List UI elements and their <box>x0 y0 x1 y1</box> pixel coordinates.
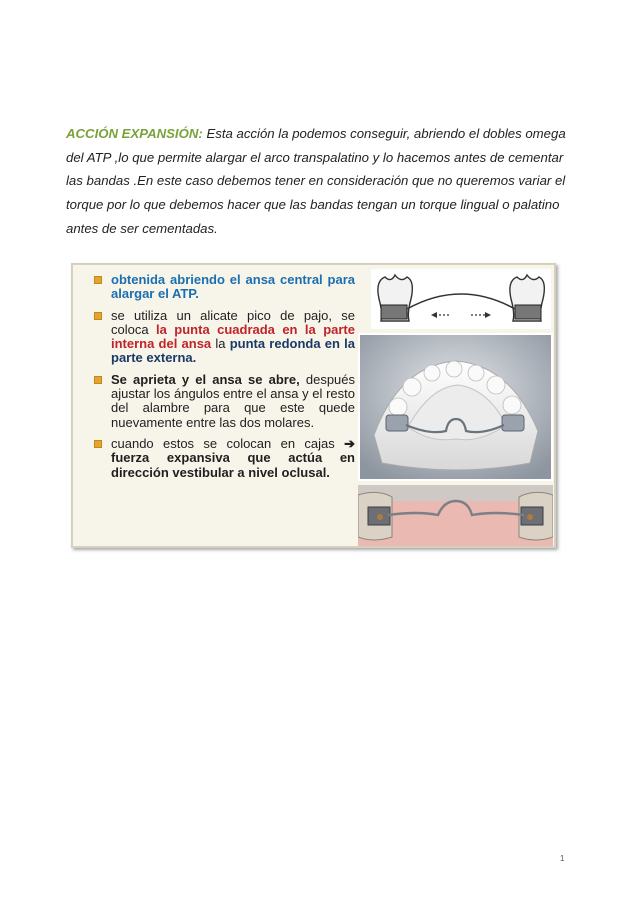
bullet-text: después ajustar los ángulos entre el ansa y el resto del alambre para que este quede nuevamente entre las dos molares. <box>111 371 356 430</box>
molar-diagram-image <box>371 269 551 329</box>
bullet-item <box>93 309 355 366</box>
bullet-text: la <box>211 336 230 352</box>
bullet-text: en la parte externa. <box>111 336 355 366</box>
page-number: 1 <box>560 854 565 863</box>
bullet-item <box>93 373 355 430</box>
bullet-text: se utiliza un alicate pico de pajo, se coloca <box>111 307 355 337</box>
bullet-text: ➔ <box>344 435 355 451</box>
bullet-text: cuando estos se colocan en cajas <box>111 435 345 451</box>
bullet-marker-icon <box>95 313 101 319</box>
bullet-text: obtenida abriendo el ansa central para alargar el ATP. <box>111 272 355 302</box>
bullet-list <box>93 273 355 487</box>
section-heading: ACCIÓN EXPANSIÓN: <box>66 126 203 142</box>
bullet-item <box>93 437 355 480</box>
intraoral-photo <box>358 485 553 547</box>
bullet-text: la punta cuadrada en la parte interna del ansa <box>111 321 355 352</box>
dental-model-photo <box>358 333 553 481</box>
bullet-marker-icon <box>95 441 101 447</box>
bullet-marker-icon <box>95 377 101 383</box>
bullet-item <box>93 273 355 302</box>
bullet-text: punta redonda <box>229 336 321 352</box>
expansion-paragraph <box>66 122 574 240</box>
bullet-marker-icon <box>95 277 101 283</box>
slide-figure <box>71 263 556 548</box>
bullet-text: Se aprieta y el ansa se abre, <box>111 371 300 387</box>
paragraph-body: Esta acción la podemos conseguir, abriendo el dobles omega del ATP ,lo que permite alargar el arco transpalatino y lo hacemos antes de cementar las bandas .En este caso debemos tener en consideración que no queremos variar el torque por lo que debemos hacer que las bandas tengan un torque lingual o palatino antes de ser cementadas. <box>66 126 566 236</box>
bullet-text: fuerza expansiva que actúa en dirección vestibular a nivel oclusal. <box>111 450 355 480</box>
